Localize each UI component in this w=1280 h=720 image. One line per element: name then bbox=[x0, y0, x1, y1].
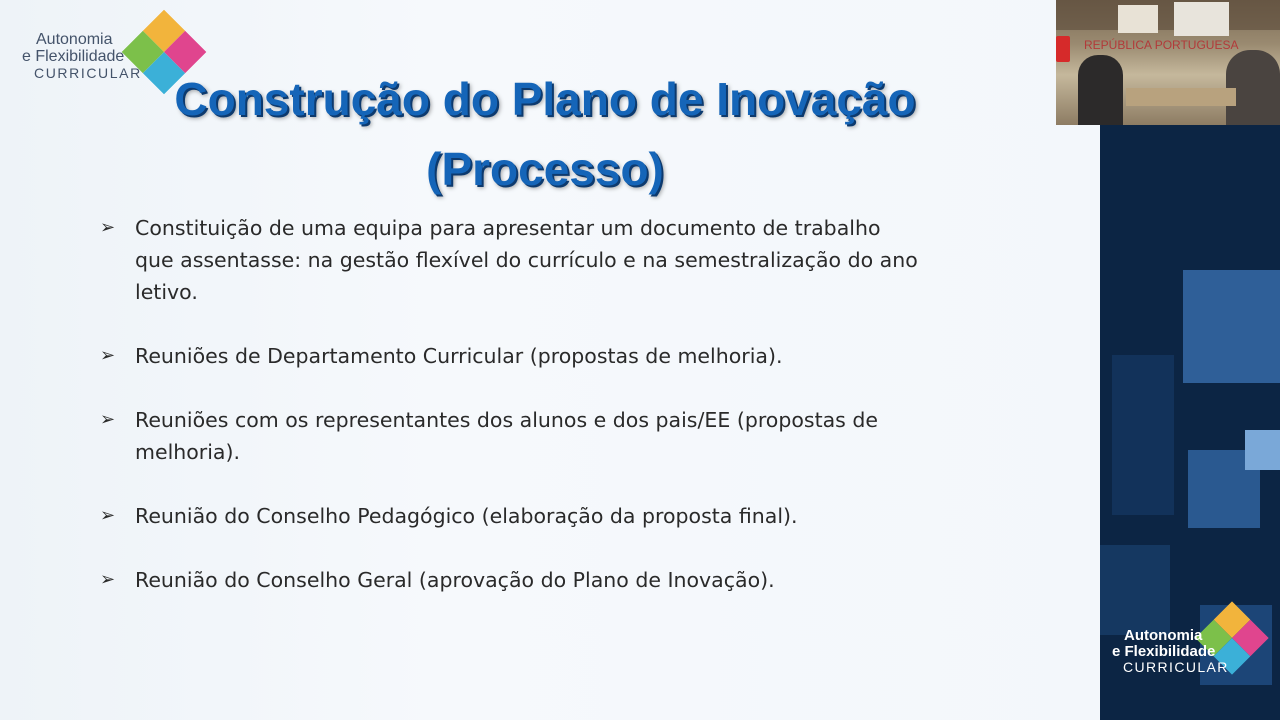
logo-line-2: e Flexibilidade bbox=[22, 48, 125, 65]
arrow-bullet-icon: ➢ bbox=[100, 217, 116, 238]
autonomia-logo-bottom bbox=[1112, 608, 1277, 688]
bullet-item bbox=[100, 404, 920, 468]
logo-line-2: e Flexibilidade bbox=[1112, 643, 1216, 660]
logo-line-3: CURRICULAR bbox=[34, 65, 142, 81]
bullet-text: Reuniões com os representantes dos alunos e dos pais/EE (propostas de melhoria). bbox=[135, 408, 879, 464]
bullet-text: Constituição de uma equipa para apresentar um documento de trabalho que assentasse: na gestão flexível do currículo e na semestralização do ano letivo. bbox=[135, 216, 918, 304]
bullet-text: Reunião do Conselho Pedagógico (elaboração da proposta final). bbox=[135, 504, 798, 528]
bullet-item bbox=[100, 564, 920, 596]
webcam-video-feed[interactable] bbox=[1056, 0, 1280, 125]
bullet-item bbox=[100, 212, 920, 308]
bullet-text: Reuniões de Departamento Curricular (propostas de melhoria). bbox=[135, 344, 783, 368]
slide-title-line-2: (Processo) bbox=[426, 143, 664, 195]
logo-line-1: Autonomia bbox=[1124, 627, 1203, 644]
bullet-item bbox=[100, 500, 920, 532]
arrow-bullet-icon: ➢ bbox=[100, 345, 116, 366]
bullet-list bbox=[100, 212, 920, 596]
slide-title-line-1: Construção do Plano de Inovação bbox=[174, 73, 916, 125]
arrow-bullet-icon: ➢ bbox=[100, 505, 116, 526]
logo-line-1: Autonomia bbox=[36, 31, 113, 48]
arrow-bullet-icon: ➢ bbox=[100, 569, 116, 590]
arrow-bullet-icon: ➢ bbox=[100, 409, 116, 430]
logo-line-3: CURRICULAR bbox=[1123, 659, 1229, 675]
bullet-text: Reunião do Conselho Geral (aprovação do Plano de Inovação). bbox=[135, 568, 775, 592]
person-silhouette bbox=[1078, 55, 1123, 125]
video-overlay-text: REPÚBLICA PORTUGUESA bbox=[1084, 38, 1239, 52]
flag-icon bbox=[1056, 36, 1070, 62]
bullet-item bbox=[100, 340, 920, 372]
